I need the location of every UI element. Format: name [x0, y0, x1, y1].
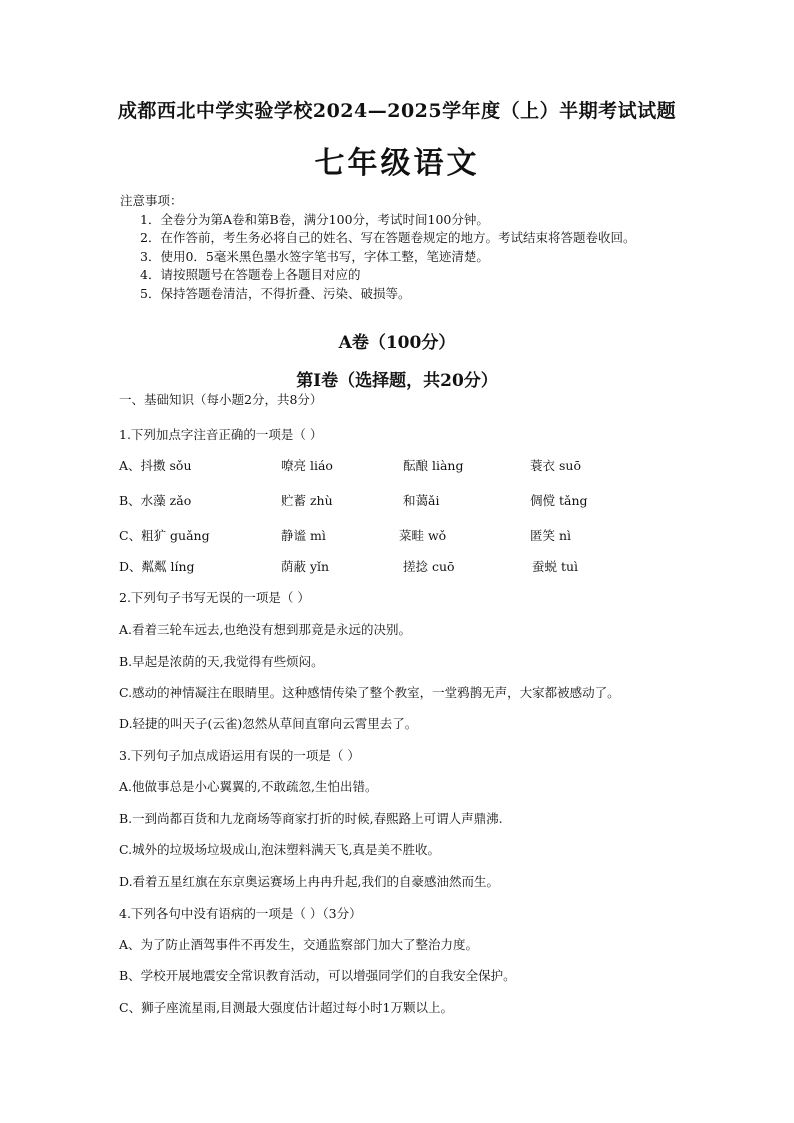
part-1-title: 第Ⅰ卷（选择题，共20分） [296, 371, 498, 391]
q1-option-d-1: D、粼粼 líng [119, 559, 195, 574]
note-item: 5．保持答题卷清洁，不得折叠、污染、破损等。 [140, 285, 411, 301]
q1-option-d-4: 蚕蜕 tuì [532, 559, 579, 574]
q3-option-d: D.看着五星红旗在东京奥运赛场上冉冉升起,我们的自豪感油然而生。 [119, 874, 500, 889]
q4-option-c: C、狮子座流星雨,目测最大强度估计超过每小时1万颗以上。 [119, 1000, 453, 1015]
q1-option-c-1: C、粗犷 guǎng [119, 528, 210, 543]
q1-option-c-4: 匿笑 nì [530, 528, 572, 543]
q2-stem: 2.下列句子书写无误的一项是（ ） [119, 590, 310, 605]
q1-option-b-2: 贮蓄 zhù [281, 493, 333, 508]
q1-option-a-3: 酝酿 liàng [403, 458, 464, 473]
q3-option-b: B.一到尚都百货和九龙商场等商家打折的时候,春熙路上可谓人声鼎沸. [119, 811, 503, 826]
q3-stem: 3.下列句子加点成语运用有误的一项是（ ） [119, 748, 360, 763]
school-exam-title: 成都西北中学实验学校2024—2025学年度（上）半期考试试题 [117, 100, 677, 122]
note-item: 2．在作答前，考生务必将自己的姓名、写在答题卷规定的地方。考试结束将答题卷收回。 [140, 230, 636, 245]
q2-option-b: B.早起是浓荫的天,我觉得有些烦闷。 [119, 654, 324, 669]
q1-stem: 1.下列加点字注音正确的一项是（ ） [119, 427, 323, 442]
q1-option-b-1: B、水藻 zǎo [119, 493, 192, 508]
section-a-title: A卷（100分） [338, 333, 456, 353]
notes-heading: 注意事项： [120, 193, 183, 208]
q2-option-d: D.轻捷的叫天子(云雀)忽然从草间直窜向云霄里去了。 [119, 716, 418, 731]
part-1-heading: 一、基础知识（每小题2分，共8分） [119, 392, 323, 407]
q1-option-c-2: 静谧 mì [281, 528, 326, 543]
q2-option-a: A.看着三轮车远去,也绝没有想到那竟是永远的决别。 [119, 622, 411, 637]
q1-option-a-1: A、抖擞 sǒu [119, 458, 192, 473]
note-item: 4．请按照题号在答题卷上各题目对应的 [140, 267, 361, 282]
subject-title: 七年级语文 [314, 146, 480, 181]
q4-option-a: A、为了防止酒驾事件不再发生，交通监察部门加大了整治力度。 [119, 937, 479, 952]
q2-option-c: C.感动的神情凝注在眼睛里。这种感情传染了整个教室，一堂鸦鹊无声，大家都被感动了。 [119, 685, 620, 700]
q4-stem: 4.下列各句中没有语病的一项是（ ）（3分） [119, 906, 362, 921]
q1-option-b-4: 倜傥 tǎng [530, 493, 588, 508]
q3-option-a: A.他做事总是小心翼翼的,不敢疏忽,生怕出错。 [119, 779, 378, 794]
q3-option-c: C.城外的垃圾场垃圾成山,泡沫塑料满天飞,真是美不胜收。 [119, 842, 441, 857]
q1-option-c-3: 菜畦 wǒ [399, 528, 447, 543]
q1-option-d-2: 荫蔽 yǐn [281, 559, 330, 574]
q1-option-a-2: 嘹亮 liáo [281, 458, 333, 473]
q1-option-d-3: 搓捻 cuō [403, 559, 455, 574]
q1-option-a-4: 蓑衣 suō [530, 458, 581, 473]
notes-block [120, 192, 635, 303]
q4-option-b: B、学校开展地震安全常识教育活动，可以增强同学们的自我安全保护。 [119, 968, 516, 983]
note-item: 1．全卷分为第A卷和第B卷，满分100分，考试时间100分钟。 [140, 211, 489, 227]
q1-option-b-3: 和蔼ǎi [403, 493, 440, 508]
note-item: 3．使用0．5毫米黑色墨水签字笔书写，字体工整，笔迹清楚。 [140, 248, 489, 264]
